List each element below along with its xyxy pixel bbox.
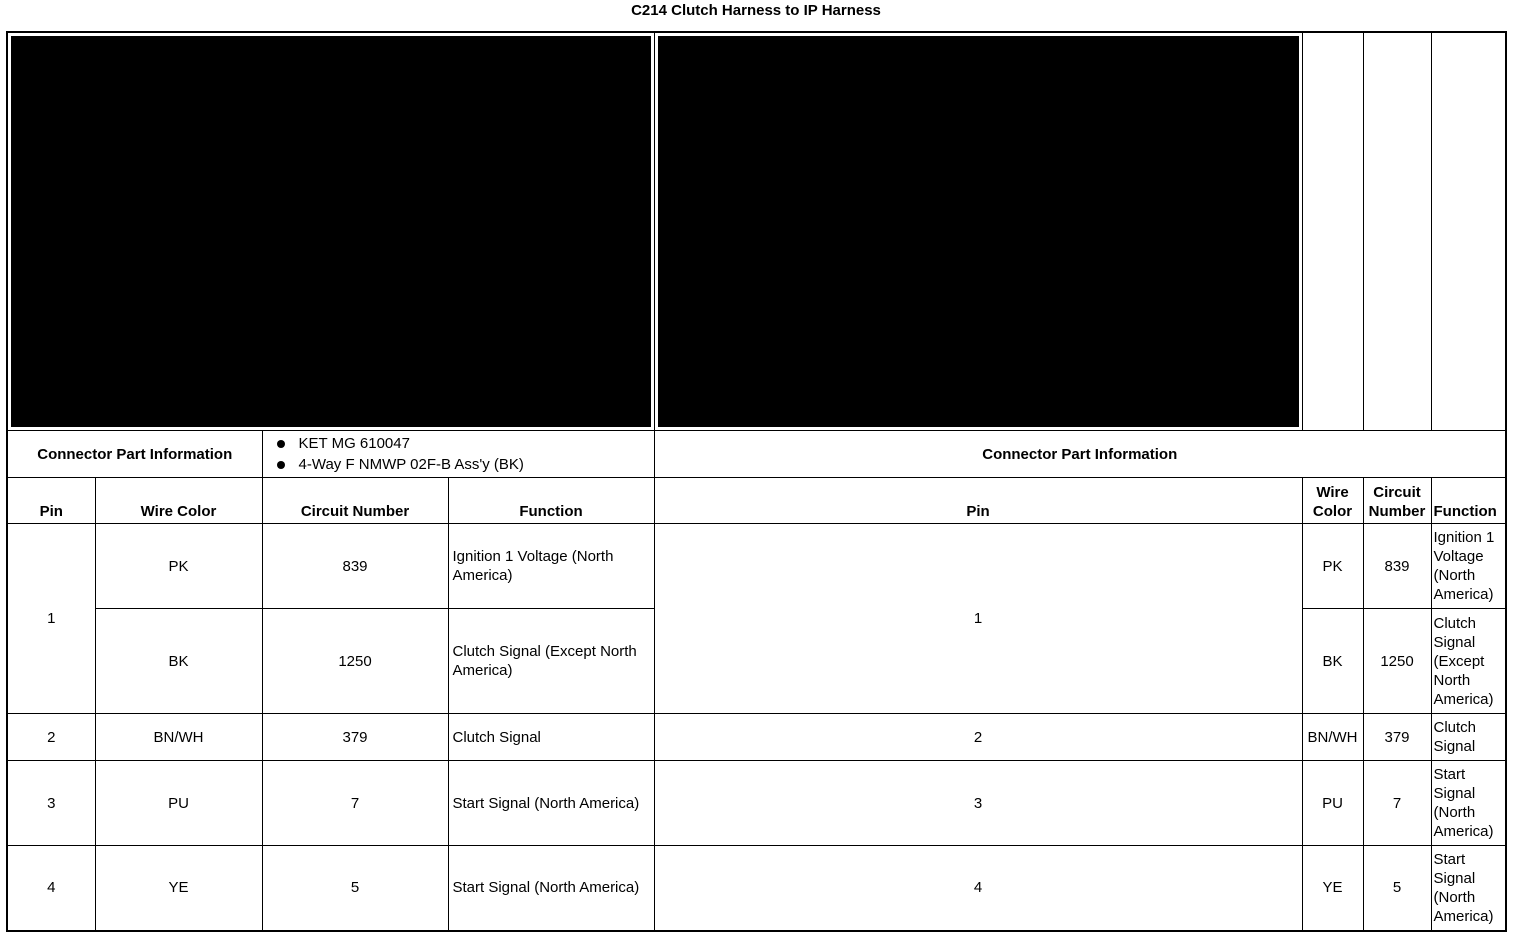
circuit-number-header: Circuit Number (262, 478, 448, 524)
right-circuit-number-cell: 1250 (1363, 609, 1431, 714)
right-function-cell: Clutch Signal (Except North America) (1431, 609, 1506, 714)
right-pin-cell: 4 (654, 846, 1302, 931)
function-cell: Clutch Signal (Except North America) (448, 609, 654, 714)
wire-color-cell: BN/WH (95, 714, 262, 761)
blank-cell (1363, 32, 1431, 431)
connector-table (6, 31, 1507, 932)
right-circuit-number-cell: 379 (1363, 714, 1431, 761)
circuit-number-cell: 5 (262, 846, 448, 931)
right-wire-color-header: Wire Color (1302, 478, 1363, 524)
connector-info-label: Connector Part Information (7, 431, 262, 478)
image-row (7, 32, 1506, 431)
right-circuit-number-cell: 5 (1363, 846, 1431, 931)
right-wire-color-cell: BK (1302, 609, 1363, 714)
wire-color-cell: PU (95, 761, 262, 846)
connector-info-item: 4-Way F NMWP 02F-B Ass'y (BK) (277, 454, 650, 475)
table-row (7, 714, 1506, 761)
wire-color-cell: PK (95, 524, 262, 609)
right-function-cell: Ignition 1 Voltage (North America) (1431, 524, 1506, 609)
right-circuit-number-cell: 7 (1363, 761, 1431, 846)
right-pin-cell: 2 (654, 714, 1302, 761)
right-pin-header: Pin (654, 478, 1302, 524)
function-cell: Start Signal (North America) (448, 761, 654, 846)
table-row (7, 761, 1506, 846)
wire-color-header: Wire Color (95, 478, 262, 524)
right-pin-cell: 3 (654, 761, 1302, 846)
right-circuit-number-cell: 839 (1363, 524, 1431, 609)
connector-info-list (267, 433, 650, 475)
circuit-number-cell: 839 (262, 524, 448, 609)
right-function-cell: Start Signal (North America) (1431, 846, 1506, 931)
right-pin-cell: 1 (654, 524, 1302, 714)
wire-color-cell: YE (95, 846, 262, 931)
pin-cell: 3 (7, 761, 95, 846)
function-cell: Clutch Signal (448, 714, 654, 761)
header-row (7, 478, 1506, 524)
function-cell: Ignition 1 Voltage (North America) (448, 524, 654, 609)
function-header: Function (448, 478, 654, 524)
right-wire-color-cell: BN/WH (1302, 714, 1363, 761)
wire-color-cell: BK (95, 609, 262, 714)
function-cell: Start Signal (North America) (448, 846, 654, 931)
right-circuit-number-header: Circuit Number (1363, 478, 1431, 524)
blank-cell (1431, 32, 1506, 431)
circuit-number-cell: 379 (262, 714, 448, 761)
table-row (7, 524, 1506, 609)
page-title: C214 Clutch Harness to IP Harness (631, 2, 881, 19)
pin-cell: 4 (7, 846, 95, 931)
connector-info-list-cell (262, 431, 654, 478)
connector-info-item: KET MG 610047 (277, 433, 650, 454)
right-function-cell: Clutch Signal (1431, 714, 1506, 761)
circuit-number-cell: 1250 (262, 609, 448, 714)
right-wire-color-cell: PK (1302, 524, 1363, 609)
pin-cell: 1 (7, 524, 95, 714)
pin-header: Pin (7, 478, 95, 524)
pin-cell: 2 (7, 714, 95, 761)
table-row (7, 846, 1506, 931)
circuit-number-cell: 7 (262, 761, 448, 846)
right-function-cell: Start Signal (North America) (1431, 761, 1506, 846)
right-function-header: Function (1431, 478, 1506, 524)
right-wire-color-cell: PU (1302, 761, 1363, 846)
connector-image-cell-right (654, 32, 1302, 431)
connector-image-cell-left (7, 32, 654, 431)
connector-info-row (7, 431, 1506, 478)
right-connector-info-label: Connector Part Information (654, 431, 1506, 478)
right-wire-color-cell: YE (1302, 846, 1363, 931)
connector-image-right (658, 36, 1299, 427)
connector-image-left (11, 36, 651, 427)
blank-cell (1302, 32, 1363, 431)
